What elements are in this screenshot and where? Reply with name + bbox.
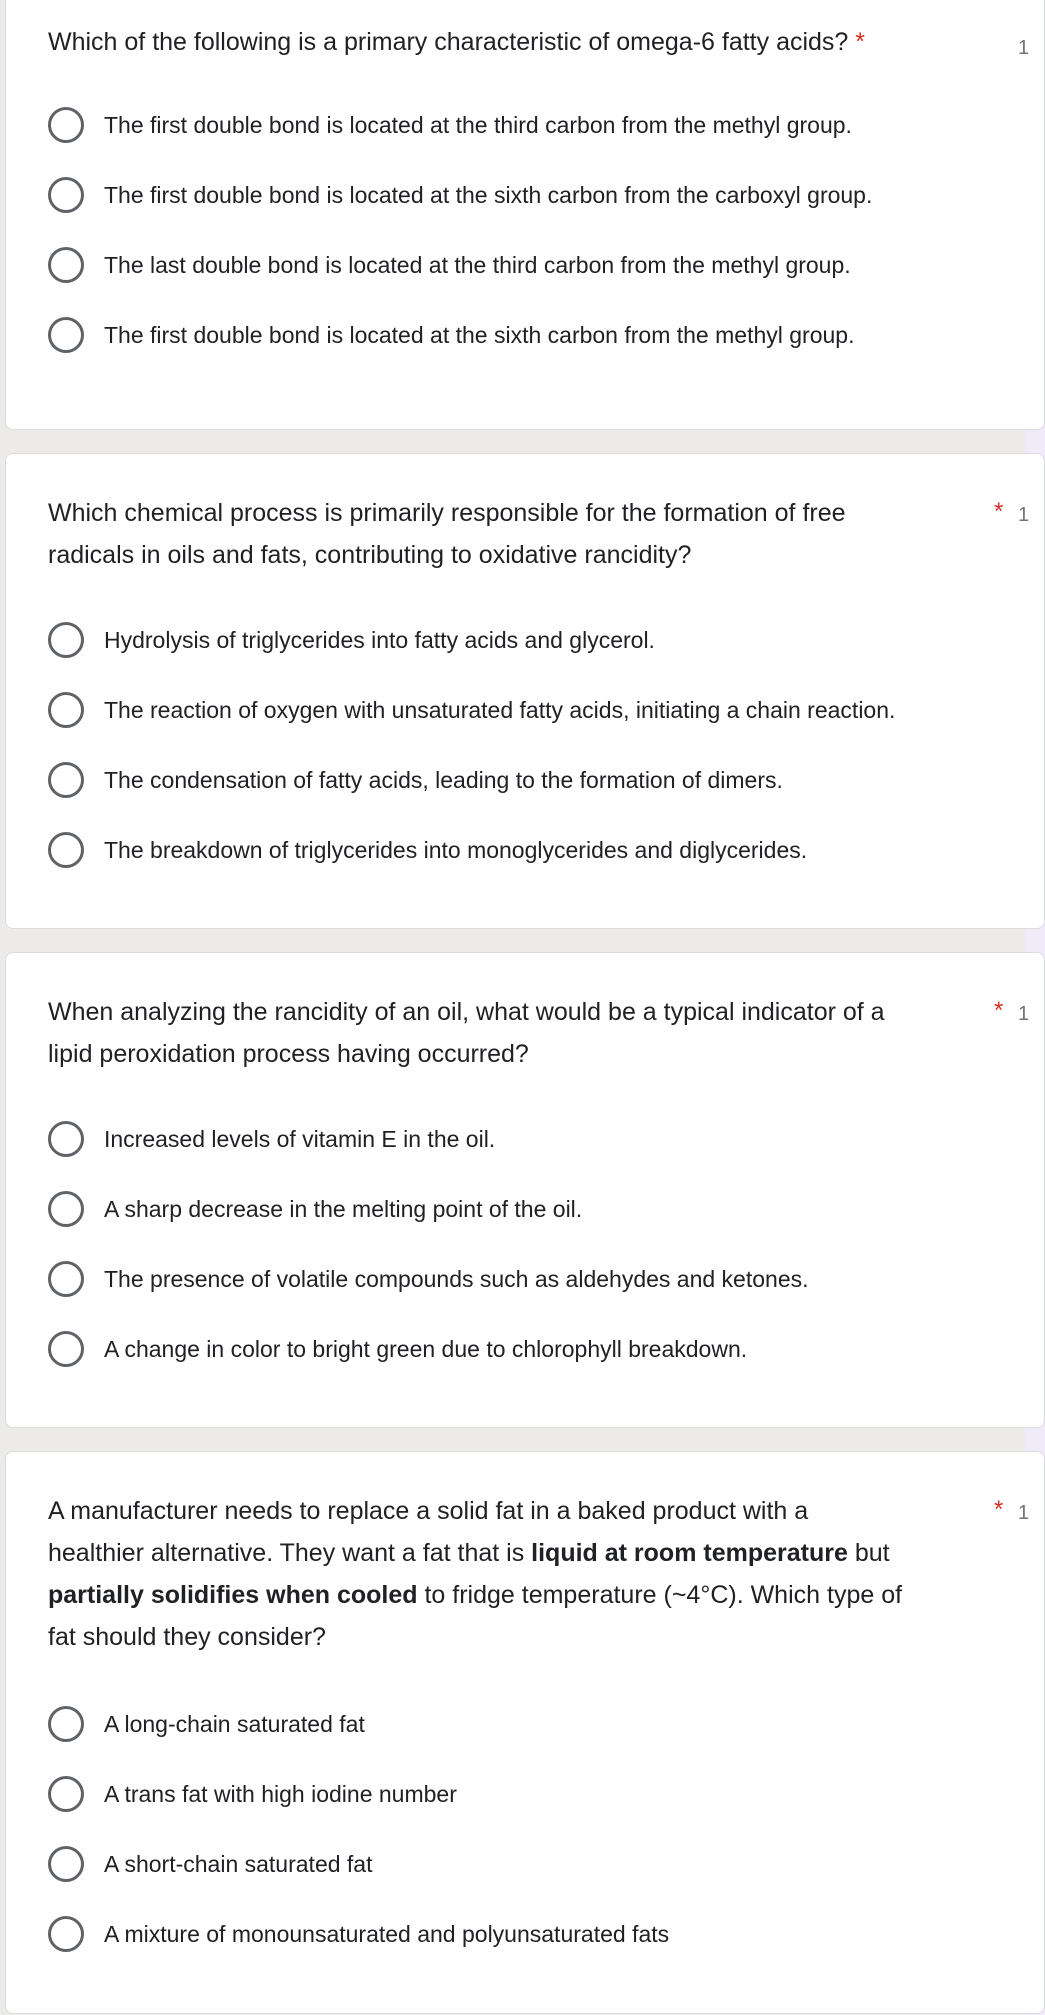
- option-label: The last double bond is located at the third carbon from the methyl group.: [104, 251, 851, 278]
- question-card-3: [5, 952, 1045, 1428]
- option-label: A long-chain saturated fat: [104, 1710, 365, 1737]
- radio-button[interactable]: [48, 1916, 84, 1952]
- radio-option[interactable]: [48, 620, 655, 660]
- option-label: The condensation of fatty acids, leading to the formation of dimers.: [104, 766, 783, 793]
- option-label: Increased levels of vitamin E in the oil.: [104, 1125, 496, 1152]
- option-label: The first double bond is located at the third carbon from the methyl group.: [104, 111, 852, 138]
- points-label: 1: [1018, 1003, 1030, 1025]
- option-label: Hydrolysis of triglycerides into fatty acids and glycerol.: [104, 626, 655, 653]
- option-label: A mixture of monounsaturated and polyunsaturated fats: [104, 1920, 670, 1947]
- radio-option[interactable]: [48, 760, 783, 800]
- option-label: The breakdown of triglycerides into monoglycerides and diglycerides.: [104, 836, 808, 863]
- points-label: 1: [1018, 1502, 1030, 1524]
- option-label: A short-chain saturated fat: [104, 1850, 373, 1877]
- radio-button[interactable]: [48, 1191, 84, 1227]
- radio-button[interactable]: [48, 692, 84, 728]
- radio-option[interactable]: [48, 1774, 457, 1814]
- radio-option[interactable]: [48, 105, 852, 145]
- radio-button[interactable]: [48, 107, 84, 143]
- question-title: Which chemical process is primarily responsible for the formation of free radicals in oils and fats, contributing to oxidative rancidity?: [48, 499, 846, 569]
- radio-option[interactable]: [48, 1259, 809, 1299]
- required-asterisk: *: [994, 1496, 1004, 1523]
- option-label: A trans fat with high iodine number: [104, 1780, 457, 1807]
- radio-button[interactable]: [48, 1331, 84, 1367]
- option-label: The first double bond is located at the sixth carbon from the carboxyl group.: [104, 181, 873, 208]
- radio-button[interactable]: [48, 1261, 84, 1297]
- radio-option[interactable]: [48, 1119, 495, 1159]
- radio-option[interactable]: [48, 690, 895, 730]
- radio-option[interactable]: [48, 315, 854, 355]
- radio-button[interactable]: [48, 1121, 84, 1157]
- radio-button[interactable]: [48, 177, 84, 213]
- radio-button[interactable]: [48, 247, 84, 283]
- points-label: 1: [1018, 37, 1030, 59]
- required-asterisk: *: [994, 498, 1004, 525]
- question-title: When analyzing the rancidity of an oil, what would be a typical indicator of a lipid peroxidation process having occurred?: [48, 998, 885, 1068]
- radio-button[interactable]: [48, 832, 84, 868]
- radio-button[interactable]: [48, 317, 84, 353]
- question-card-2: [5, 453, 1045, 929]
- radio-button[interactable]: [48, 1776, 84, 1812]
- option-label: A change in color to bright green due to chlorophyll breakdown.: [104, 1335, 748, 1362]
- question-card-4: [5, 1451, 1045, 2014]
- question-title: A manufacturer needs to replace a solid fat in a baked product with a healthier alternative. They want a fat that is liquid at room temperature but partially solidifies when cooled to fridge temperature (~4°C). Which type of fat should they consider?: [48, 1497, 903, 1651]
- question-title: Which of the following is a primary characteristic of omega-6 fatty acids? *: [48, 28, 866, 56]
- radio-button[interactable]: [48, 762, 84, 798]
- radio-option[interactable]: [48, 175, 872, 215]
- radio-option[interactable]: [48, 1329, 747, 1369]
- option-label: The first double bond is located at the sixth carbon from the methyl group.: [104, 321, 855, 348]
- required-asterisk: *: [994, 997, 1004, 1024]
- radio-option[interactable]: [48, 245, 851, 285]
- option-label: The reaction of oxygen with unsaturated fatty acids, initiating a chain reaction.: [104, 696, 896, 723]
- radio-option[interactable]: [48, 830, 807, 870]
- radio-button[interactable]: [48, 1706, 84, 1742]
- radio-option[interactable]: [48, 1914, 669, 1954]
- question-card-1: [5, 0, 1045, 430]
- radio-option[interactable]: [48, 1704, 365, 1744]
- option-label: A sharp decrease in the melting point of the oil.: [104, 1195, 583, 1222]
- required-asterisk: *: [855, 28, 866, 56]
- radio-option[interactable]: [48, 1189, 582, 1229]
- radio-button[interactable]: [48, 1846, 84, 1882]
- radio-option[interactable]: [48, 1844, 373, 1884]
- option-label: The presence of volatile compounds such as aldehydes and ketones.: [104, 1265, 809, 1292]
- radio-button[interactable]: [48, 622, 84, 658]
- points-label: 1: [1018, 504, 1030, 526]
